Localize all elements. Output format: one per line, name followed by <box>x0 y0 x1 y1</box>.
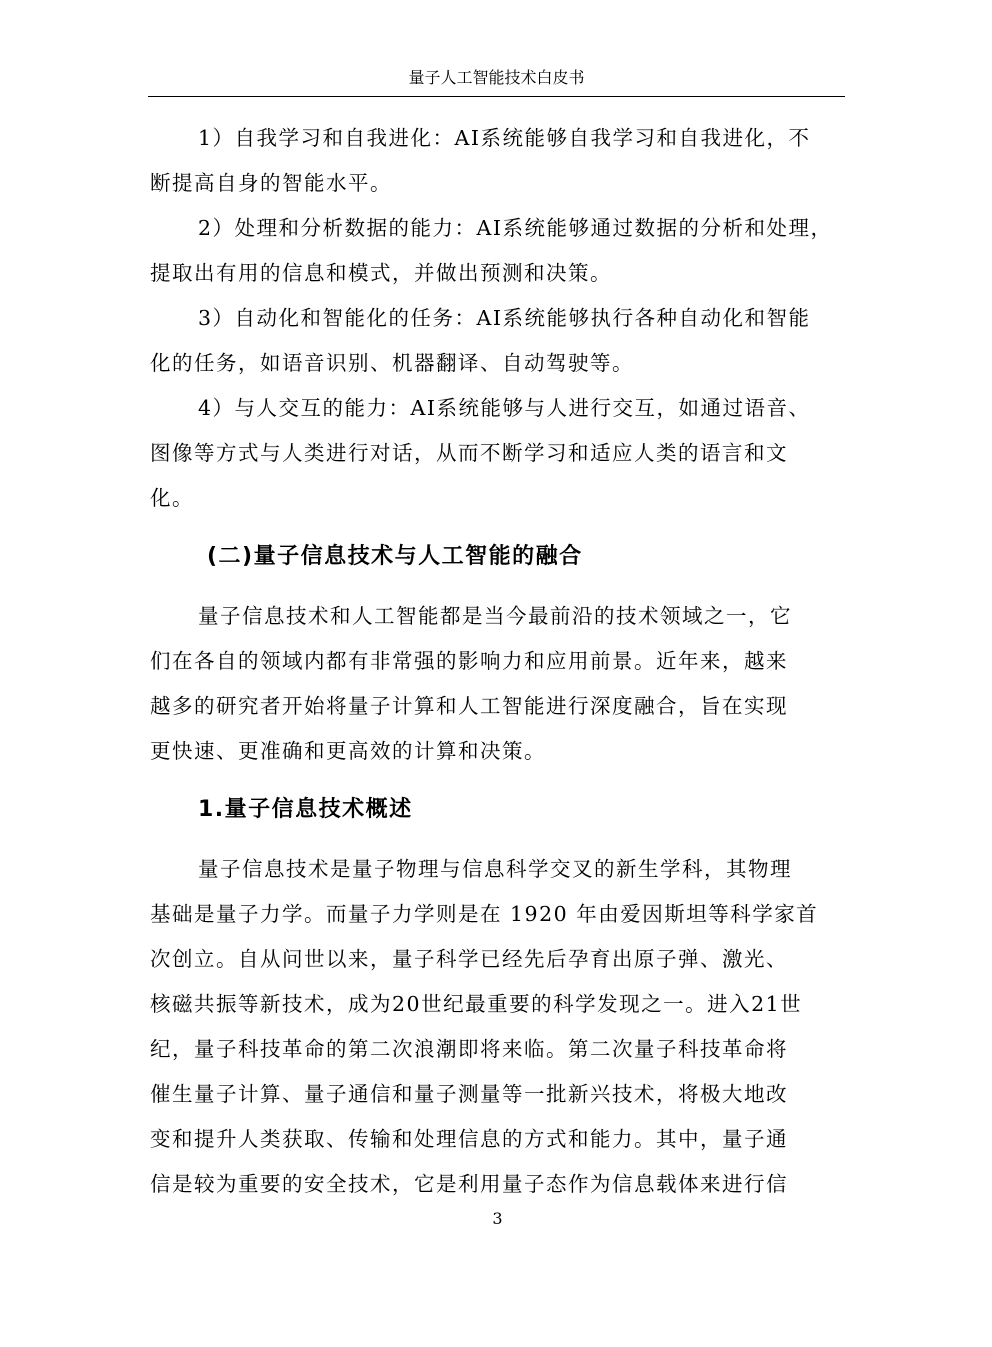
text-line: 提取出有用的信息和模式，并做出预测和决策。 <box>150 261 612 285</box>
subsection-paragraph <box>150 847 845 1207</box>
header-rule <box>148 96 845 97</box>
text-line: 1）自我学习和自我进化：AI系统能够自我学习和自我进化，不 <box>198 126 811 150</box>
list-item-1 <box>150 116 845 206</box>
subsection-heading: 1.量子信息技术概述 <box>198 797 413 822</box>
text-line: 4）与人交互的能力：AI系统能够与人进行交互，如通过语音、 <box>198 396 811 420</box>
section-heading: (二)量子信息技术与人工智能的融合 <box>207 544 583 569</box>
text-line: 催生量子计算、量子通信和量子测量等一批新兴技术，将极大地改 <box>150 1082 788 1106</box>
list-item-4 <box>150 386 845 521</box>
text-line: 2）处理和分析数据的能力：AI系统能够通过数据的分析和处理， <box>198 216 833 240</box>
text-line: 化。 <box>150 486 194 510</box>
text-line: 3）自动化和智能化的任务：AI系统能够执行各种自动化和智能 <box>198 306 811 330</box>
text-line: 断提高自身的智能水平。 <box>150 171 392 195</box>
section-paragraph <box>150 594 845 774</box>
text-line: 核磁共振等新技术，成为20世纪最重要的科学发现之一。进入21世 <box>150 992 803 1016</box>
text-line: 化的任务，如语音识别、机器翻译、自动驾驶等。 <box>150 351 634 375</box>
text-line: 更快速、更准确和更高效的计算和决策。 <box>150 739 546 763</box>
text-line: 量子信息技术和人工智能都是当今最前沿的技术领域之一，它 <box>198 604 792 628</box>
text-line: 次创立。自从问世以来，量子科学已经先后孕育出原子弹、激光、 <box>150 947 788 971</box>
text-line: 量子信息技术是量子物理与信息科学交叉的新生学科，其物理 <box>198 857 792 881</box>
list-item-2 <box>150 206 845 296</box>
running-header: 量子人工智能技术白皮书 <box>408 68 585 87</box>
text-line: 纪，量子科技革命的第二次浪潮即将来临。第二次量子科技革命将 <box>150 1037 788 1061</box>
text-line: 信是较为重要的安全技术，它是利用量子态作为信息载体来进行信 <box>150 1172 788 1196</box>
text-line: 越多的研究者开始将量子计算和人工智能进行深度融合，旨在实现 <box>150 694 788 718</box>
text-line: 们在各自的领域内都有非常强的影响力和应用前景。近年来，越来 <box>150 649 788 673</box>
text-line: 变和提升人类获取、传输和处理信息的方式和能力。其中，量子通 <box>150 1127 788 1151</box>
page-number: 3 <box>492 1209 503 1228</box>
text-line: 图像等方式与人类进行对话，从而不断学习和适应人类的语言和文 <box>150 441 788 465</box>
text-line: 基础是量子力学。而量子力学则是在 1920 年由爱因斯坦等科学家首 <box>150 902 819 926</box>
list-item-3 <box>150 296 845 386</box>
